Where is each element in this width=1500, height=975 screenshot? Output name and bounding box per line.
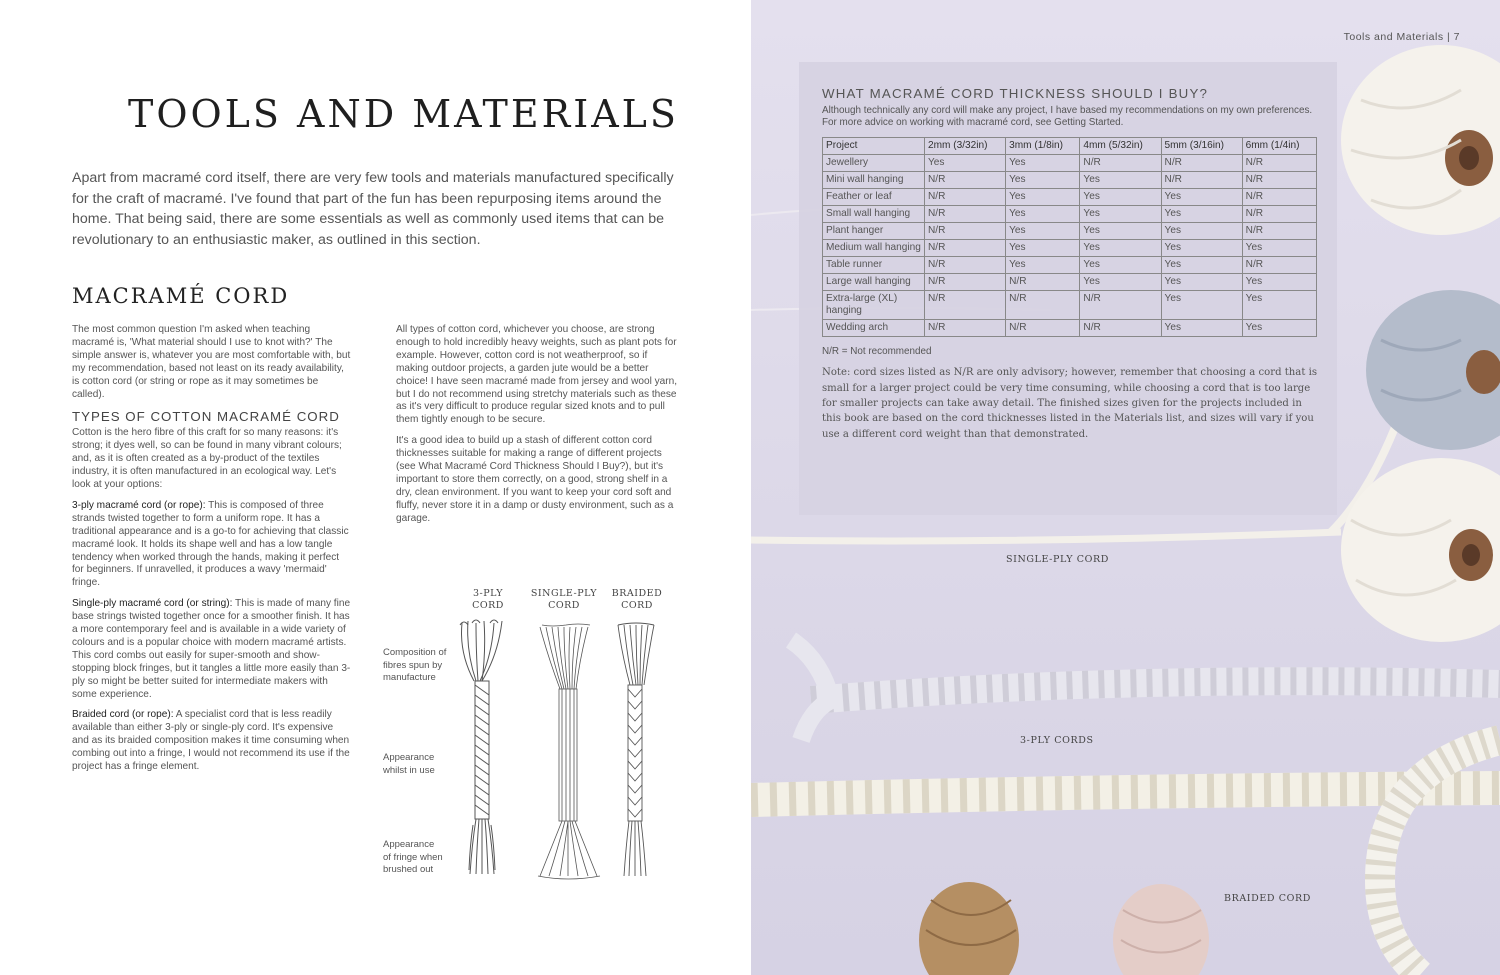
body-paragraph: The most common question I'm asked when teaching macramé is, 'What material should I use to knot with?' The simple answer is, whatever you are most comfortable with, but my recommendation, based not least on its ready availability, is cotton cord (or string or rope as it may sometimes be called). [72,324,351,400]
term-label: 3-ply macramé cord (or rope): [72,499,206,511]
thickness-cell: N/R [1006,291,1080,320]
thickness-cell: Yes [1006,206,1080,223]
thickness-cell: N/R [1161,172,1242,189]
project-cell: Wedding arch [823,320,925,337]
caption-three-ply: 3-PLY CORDS [1020,735,1094,746]
three-ply-illustration [460,620,502,874]
table-row [823,206,1317,223]
text-column-left [72,324,352,782]
thickness-cell: Yes [1080,274,1161,291]
cord-illustrations [380,585,680,885]
jute-bundle [919,882,1019,975]
thickness-cell: N/R [925,206,1006,223]
pink-bundle [1113,884,1209,975]
intro-paragraph: Apart from macramé cord itself, there are very few tools and materials manufactured specifically for the craft of macramé. I've found that part of the fun has been repurposing items around the home. That being said, there are some essentials as well as commonly used items that can be revolutionary to an enthusiastic maker, as outlined in this section. [72,170,674,248]
panel-heading: WHAT MACRAMÉ CORD THICKNESS SHOULD I BUY? [822,86,1209,101]
thickness-cell: Yes [1080,172,1161,189]
side-label-fringe: Appearance of fringe when brushed out [383,839,443,875]
thickness-cell: N/R [925,223,1006,240]
blue-spool [1366,290,1500,450]
project-cell: Table runner [823,257,925,274]
threeply-paragraph: 3-ply macramé cord (or rope): This is composed of three strands twisted together to form a uniform rope. It has a traditional appearance and is a go-to for achieving that classic macramé look. It holds its shape well and has a low tangle tendency when worked through the hands, making it perfect for beginners. If unravelled, it produces a wavy 'mermaid' fringe. [72,499,349,589]
thickness-cell: N/R [1242,223,1316,240]
thickness-cell: N/R [1006,274,1080,291]
thickness-cell: N/R [1161,155,1242,172]
term-label: Single-ply macramé cord (or string): [72,598,233,610]
thickness-cell: N/R [925,291,1006,320]
project-cell: Medium wall hanging [823,240,925,257]
thickness-cell: Yes [1006,189,1080,206]
three-ply-rope-grey [791,640,1500,740]
singleply-paragraph: Single-ply macramé cord (or string): This is made of many fine base strings twisted together once for a smoother finish. It has a more contemporary feel and is available in a wide variety of colours and is a popular choice with modern macramé artists. This cord combs out easily for super-smooth and show-stopping block fringes, but it tangles a little more easily than 3-ply so might be better suited for intermediate makers with some experience. [72,598,351,700]
thickness-cell: Yes [1080,240,1161,257]
table-row [823,155,1317,172]
body-paragraph: All types of cotton cord, whichever you choose, are strong enough to hold incredibly heavy weights, such as plant pots for example. However, cotton cord is not weatherproof, so if making outdoor projects, a garden jute would be a better choice! I have seen macramé made from jersey and wool yarn, but I do not recommend using stretchy materials such as these as it's very difficult to produce regular sized knots and to pull them tightly enough to be secure. [396,324,678,426]
thickness-cell: Yes [1161,320,1242,337]
thickness-cell: Yes [1161,274,1242,291]
table-header-cell: 2mm (3/32in) [925,138,1006,155]
thickness-cell: Yes [1161,223,1242,240]
text-column-right [396,324,680,534]
thickness-cell: N/R [1242,155,1316,172]
thickness-cell: Yes [1242,291,1316,320]
braided-illustration [618,623,654,876]
table-row [823,291,1317,320]
table-row [823,320,1317,337]
thickness-cell: Yes [1161,240,1242,257]
thickness-cell: Yes [1080,189,1161,206]
subheading: TYPES OF COTTON MACRAMÉ CORD [72,409,340,425]
project-cell: Plant hanger [823,223,925,240]
table-legend: N/R = Not recommended [822,346,932,358]
cord-diagram [380,585,680,885]
page-header: Tools and Materials | 7 [1343,31,1460,43]
table-header-cell: 6mm (1/4in) [1242,138,1316,155]
table-row [823,172,1317,189]
single-ply-illustration [538,624,600,879]
section-heading: MACRAMÉ CORD [72,284,290,308]
panel-note: Note: cord sizes listed as N/R are only advisory; however, remember that choosing a cord that is small for a larger project could be very time consuming, while choosing a cord that is too large for smaller projects can take away detail. The finished sizes given for the projects included in this book are based on the cord thicknesses listed in the Materials list, and sizes will vary if you use a different cord weight than that demonstrated. [822,367,1317,440]
thickness-panel [799,62,1337,515]
thickness-cell: Yes [1080,223,1161,240]
table-header-cell: 5mm (3/16in) [1161,138,1242,155]
thickness-cell: Yes [1242,240,1316,257]
table-row [823,223,1317,240]
thickness-cell: N/R [1242,257,1316,274]
body-paragraph: Cotton is the hero fibre of this craft for so many reasons: it's strong; it dyes well, so can be found in many vibrant colours; and, as it is often created as a by-product of the textiles industry, it is often manufactured in an ecological way. Let's look at your options: [72,427,342,490]
project-cell: Feather or leaf [823,189,925,206]
thickness-cell: N/R [925,172,1006,189]
side-label-composition: Composition of fibres spun by manufacture [383,647,447,683]
table-header-cell: Project [823,138,925,155]
thickness-cell: Yes [1080,206,1161,223]
thickness-cell: Yes [1242,320,1316,337]
side-label-in-use: Appearance whilst in use [383,752,435,776]
thickness-cell: N/R [1080,155,1161,172]
thickness-cell: Yes [1242,274,1316,291]
white-spool-top [1341,45,1500,235]
thickness-cell: N/R [1006,320,1080,337]
project-cell: Large wall hanging [823,274,925,291]
body-paragraph: It's a good idea to build up a stash of different cotton cord thicknesses suitable for making a range of different projects (see What Macramé Cord Thickness Should I Buy?), but it's important to store them correctly, on a good, strong shelf in a dry, clean environment. If you want to keep your cord soft and fluffy, never store it in a damp or dusty environment, such as a garage. [396,435,674,524]
diagram-label-singleply: SINGLE-PLY CORD [530,588,598,611]
diagram-label-braided: BRAIDED CORD [611,588,663,611]
thickness-cell: N/R [1242,206,1316,223]
thickness-cell: Yes [1161,189,1242,206]
term-label: Braided cord (or rope): [72,709,174,721]
thickness-cell: Yes [925,155,1006,172]
project-cell: Small wall hanging [823,206,925,223]
table-row [823,240,1317,257]
thickness-table [822,137,1317,337]
caption-single-ply: SINGLE-PLY CORD [1006,554,1110,565]
project-cell: Mini wall hanging [823,172,925,189]
table-header-cell: 3mm (1/8in) [1006,138,1080,155]
page-title: TOOLS AND MATERIALS [128,92,679,136]
thickness-cell: N/R [1080,320,1161,337]
project-cell: Jewellery [823,155,925,172]
thickness-cell: Yes [1006,223,1080,240]
panel-subtext: Although technically any cord will make any project, I have based my recommendations on my own preferences. For more advice on working with macramé cord, see Getting Started. [822,105,1313,129]
diagram-label-3ply: 3-PLY CORD [472,588,504,611]
thickness-cell: Yes [1161,206,1242,223]
project-cell: Extra-large (XL) hanging [823,291,925,320]
table-row [823,274,1317,291]
thickness-cell: N/R [925,189,1006,206]
thickness-cell: Yes [1006,257,1080,274]
thickness-cell: N/R [1242,189,1316,206]
thickness-cell: N/R [925,274,1006,291]
thickness-cell: Yes [1080,257,1161,274]
thickness-cell: Yes [1161,257,1242,274]
caption-braided: BRAIDED CORD [1224,893,1311,904]
thickness-cell: N/R [925,320,1006,337]
braided-paragraph: Braided cord (or rope): A specialist cord that is less readily available than either 3-ply or single-ply cord. It's expensive and as its braided composition makes it time consuming when combing out into a fringe, I would not recommend its use if the project has a fringe element. [72,709,350,773]
thickness-cell: Yes [1161,291,1242,320]
table-row [823,257,1317,274]
thickness-cell: N/R [1242,172,1316,189]
thickness-cell: Yes [1006,172,1080,189]
thickness-cell: Yes [1006,240,1080,257]
table-body [823,155,1317,337]
thickness-cell: Yes [1006,155,1080,172]
table-header-row [823,138,1317,155]
thickness-cell: N/R [925,240,1006,257]
thickness-cell: N/R [925,257,1006,274]
thickness-cell: N/R [1080,291,1161,320]
table-row [823,189,1317,206]
right-page [751,0,1500,975]
table-header-cell: 4mm (5/32in) [1080,138,1161,155]
